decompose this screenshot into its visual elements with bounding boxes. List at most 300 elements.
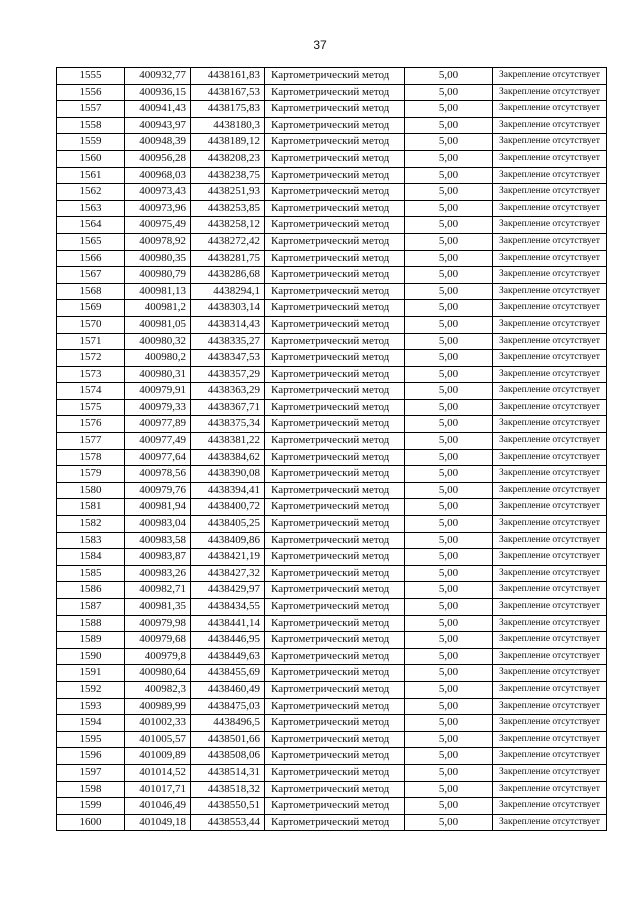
fixation-cell: Закрепление отсутствует — [493, 233, 607, 250]
point-number-cell: 1569 — [57, 300, 125, 317]
table-row — [57, 549, 607, 566]
x-coordinate-cell: 400932,77 — [125, 68, 191, 85]
point-number-cell: 1573 — [57, 366, 125, 383]
accuracy-cell: 5,00 — [405, 449, 493, 466]
accuracy-cell: 5,00 — [405, 184, 493, 201]
method-cell: Картометрический метод — [265, 84, 405, 101]
x-coordinate-cell: 400980,32 — [125, 333, 191, 350]
x-coordinate-cell: 400989,99 — [125, 698, 191, 715]
y-coordinate-cell: 4438427,32 — [191, 565, 265, 582]
accuracy-cell: 5,00 — [405, 167, 493, 184]
method-cell: Картометрический метод — [265, 731, 405, 748]
accuracy-cell: 5,00 — [405, 68, 493, 85]
point-number-cell: 1580 — [57, 482, 125, 499]
method-cell: Картометрический метод — [265, 167, 405, 184]
point-number-cell: 1567 — [57, 267, 125, 284]
coordinates-table — [56, 67, 607, 831]
y-coordinate-cell: 4438357,29 — [191, 366, 265, 383]
table-row — [57, 350, 607, 367]
y-coordinate-cell: 4438455,69 — [191, 665, 265, 682]
point-number-cell: 1594 — [57, 715, 125, 732]
accuracy-cell: 5,00 — [405, 283, 493, 300]
x-coordinate-cell: 400943,97 — [125, 117, 191, 134]
table-row — [57, 748, 607, 765]
table-row — [57, 101, 607, 118]
accuracy-cell: 5,00 — [405, 781, 493, 798]
point-number-cell: 1575 — [57, 399, 125, 416]
y-coordinate-cell: 4438446,95 — [191, 632, 265, 649]
point-number-cell: 1588 — [57, 615, 125, 632]
fixation-cell: Закрепление отсутствует — [493, 217, 607, 234]
x-coordinate-cell: 400980,31 — [125, 366, 191, 383]
accuracy-cell: 5,00 — [405, 399, 493, 416]
fixation-cell: Закрепление отсутствует — [493, 698, 607, 715]
point-number-cell: 1571 — [57, 333, 125, 350]
x-coordinate-cell: 400983,04 — [125, 516, 191, 533]
table-row — [57, 433, 607, 450]
method-cell: Картометрический метод — [265, 283, 405, 300]
y-coordinate-cell: 4438421,19 — [191, 549, 265, 566]
accuracy-cell: 5,00 — [405, 764, 493, 781]
accuracy-cell: 5,00 — [405, 366, 493, 383]
y-coordinate-cell: 4438251,93 — [191, 184, 265, 201]
point-number-cell: 1559 — [57, 134, 125, 151]
y-coordinate-cell: 4438367,71 — [191, 399, 265, 416]
fixation-cell: Закрепление отсутствует — [493, 316, 607, 333]
y-coordinate-cell: 4438460,49 — [191, 681, 265, 698]
fixation-cell: Закрепление отсутствует — [493, 748, 607, 765]
fixation-cell: Закрепление отсутствует — [493, 565, 607, 582]
point-number-cell: 1581 — [57, 499, 125, 516]
point-number-cell: 1570 — [57, 316, 125, 333]
fixation-cell: Закрепление отсутствует — [493, 300, 607, 317]
table-row — [57, 499, 607, 516]
y-coordinate-cell: 4438496,5 — [191, 715, 265, 732]
y-coordinate-cell: 4438238,75 — [191, 167, 265, 184]
fixation-cell: Закрепление отсутствует — [493, 681, 607, 698]
x-coordinate-cell: 400978,56 — [125, 466, 191, 483]
x-coordinate-cell: 401017,71 — [125, 781, 191, 798]
fixation-cell: Закрепление отсутствует — [493, 466, 607, 483]
fixation-cell: Закрепление отсутствует — [493, 399, 607, 416]
accuracy-cell: 5,00 — [405, 416, 493, 433]
y-coordinate-cell: 4438550,51 — [191, 798, 265, 815]
y-coordinate-cell: 4438449,63 — [191, 648, 265, 665]
table-row — [57, 267, 607, 284]
point-number-cell: 1592 — [57, 681, 125, 698]
accuracy-cell: 5,00 — [405, 300, 493, 317]
x-coordinate-cell: 400978,92 — [125, 233, 191, 250]
method-cell: Картометрический метод — [265, 333, 405, 350]
point-number-cell: 1590 — [57, 648, 125, 665]
table-row — [57, 134, 607, 151]
method-cell: Картометрический метод — [265, 350, 405, 367]
accuracy-cell: 5,00 — [405, 798, 493, 815]
method-cell: Картометрический метод — [265, 101, 405, 118]
method-cell: Картометрический метод — [265, 399, 405, 416]
y-coordinate-cell: 4438390,08 — [191, 466, 265, 483]
method-cell: Картометрический метод — [265, 366, 405, 383]
method-cell: Картометрический метод — [265, 383, 405, 400]
method-cell: Картометрический метод — [265, 184, 405, 201]
method-cell: Картометрический метод — [265, 233, 405, 250]
method-cell: Картометрический метод — [265, 449, 405, 466]
x-coordinate-cell: 400941,43 — [125, 101, 191, 118]
point-number-cell: 1565 — [57, 233, 125, 250]
y-coordinate-cell: 4438518,32 — [191, 781, 265, 798]
x-coordinate-cell: 401014,52 — [125, 764, 191, 781]
y-coordinate-cell: 4438429,97 — [191, 582, 265, 599]
y-coordinate-cell: 4438175,83 — [191, 101, 265, 118]
method-cell: Картометрический метод — [265, 565, 405, 582]
point-number-cell: 1556 — [57, 84, 125, 101]
x-coordinate-cell: 400981,94 — [125, 499, 191, 516]
accuracy-cell: 5,00 — [405, 84, 493, 101]
point-number-cell: 1558 — [57, 117, 125, 134]
page-number: 37 — [313, 38, 327, 52]
point-number-cell: 1572 — [57, 350, 125, 367]
method-cell: Картометрический метод — [265, 150, 405, 167]
x-coordinate-cell: 400979,68 — [125, 632, 191, 649]
method-cell: Картометрический метод — [265, 648, 405, 665]
x-coordinate-cell: 400973,43 — [125, 184, 191, 201]
point-number-cell: 1586 — [57, 582, 125, 599]
fixation-cell: Закрепление отсутствует — [493, 814, 607, 831]
accuracy-cell: 5,00 — [405, 233, 493, 250]
method-cell: Картометрический метод — [265, 582, 405, 599]
x-coordinate-cell: 400975,49 — [125, 217, 191, 234]
y-coordinate-cell: 4438394,41 — [191, 482, 265, 499]
fixation-cell: Закрепление отсутствует — [493, 366, 607, 383]
x-coordinate-cell: 400936,15 — [125, 84, 191, 101]
fixation-cell: Закрепление отсутствует — [493, 383, 607, 400]
point-number-cell: 1576 — [57, 416, 125, 433]
fixation-cell: Закрепление отсутствует — [493, 134, 607, 151]
fixation-cell: Закрепление отсутствует — [493, 416, 607, 433]
y-coordinate-cell: 4438294,1 — [191, 283, 265, 300]
x-coordinate-cell: 400979,91 — [125, 383, 191, 400]
accuracy-cell: 5,00 — [405, 814, 493, 831]
table-row — [57, 333, 607, 350]
fixation-cell: Закрепление отсутствует — [493, 715, 607, 732]
point-number-cell: 1600 — [57, 814, 125, 831]
method-cell: Картометрический метод — [265, 764, 405, 781]
y-coordinate-cell: 4438314,43 — [191, 316, 265, 333]
x-coordinate-cell: 400980,35 — [125, 250, 191, 267]
point-number-cell: 1568 — [57, 283, 125, 300]
table-row — [57, 117, 607, 134]
method-cell: Картометрический метод — [265, 814, 405, 831]
y-coordinate-cell: 4438272,42 — [191, 233, 265, 250]
fixation-cell: Закрепление отсутствует — [493, 731, 607, 748]
fixation-cell: Закрепление отсутствует — [493, 632, 607, 649]
x-coordinate-cell: 400980,64 — [125, 665, 191, 682]
point-number-cell: 1583 — [57, 532, 125, 549]
point-number-cell: 1566 — [57, 250, 125, 267]
point-number-cell: 1597 — [57, 764, 125, 781]
fixation-cell: Закрепление отсутствует — [493, 798, 607, 815]
table-row — [57, 68, 607, 85]
table-row — [57, 366, 607, 383]
x-coordinate-cell: 400979,33 — [125, 399, 191, 416]
x-coordinate-cell: 400977,49 — [125, 433, 191, 450]
method-cell: Картометрический метод — [265, 599, 405, 616]
table-row — [57, 482, 607, 499]
method-cell: Картометрический метод — [265, 549, 405, 566]
table-row — [57, 167, 607, 184]
y-coordinate-cell: 4438434,55 — [191, 599, 265, 616]
x-coordinate-cell: 400968,03 — [125, 167, 191, 184]
fixation-cell: Закрепление отсутствует — [493, 615, 607, 632]
method-cell: Картометрический метод — [265, 499, 405, 516]
x-coordinate-cell: 400956,28 — [125, 150, 191, 167]
fixation-cell: Закрепление отсутствует — [493, 184, 607, 201]
y-coordinate-cell: 4438501,66 — [191, 731, 265, 748]
y-coordinate-cell: 4438363,29 — [191, 383, 265, 400]
method-cell: Картометрический метод — [265, 615, 405, 632]
y-coordinate-cell: 4438475,03 — [191, 698, 265, 715]
y-coordinate-cell: 4438441,14 — [191, 615, 265, 632]
table-row — [57, 283, 607, 300]
fixation-cell: Закрепление отсутствует — [493, 648, 607, 665]
x-coordinate-cell: 401005,57 — [125, 731, 191, 748]
method-cell: Картометрический метод — [265, 681, 405, 698]
fixation-cell: Закрепление отсутствует — [493, 250, 607, 267]
accuracy-cell: 5,00 — [405, 200, 493, 217]
method-cell: Картометрический метод — [265, 250, 405, 267]
table-row — [57, 582, 607, 599]
y-coordinate-cell: 4438375,34 — [191, 416, 265, 433]
accuracy-cell: 5,00 — [405, 698, 493, 715]
accuracy-cell: 5,00 — [405, 648, 493, 665]
method-cell: Картометрический метод — [265, 482, 405, 499]
point-number-cell: 1577 — [57, 433, 125, 450]
table-row — [57, 798, 607, 815]
y-coordinate-cell: 4438508,06 — [191, 748, 265, 765]
table-row — [57, 316, 607, 333]
x-coordinate-cell: 400983,26 — [125, 565, 191, 582]
y-coordinate-cell: 4438161,83 — [191, 68, 265, 85]
table-row — [57, 383, 607, 400]
y-coordinate-cell: 4438347,53 — [191, 350, 265, 367]
x-coordinate-cell: 400979,8 — [125, 648, 191, 665]
fixation-cell: Закрепление отсутствует — [493, 350, 607, 367]
x-coordinate-cell: 400981,2 — [125, 300, 191, 317]
method-cell: Картометрический метод — [265, 516, 405, 533]
accuracy-cell: 5,00 — [405, 217, 493, 234]
accuracy-cell: 5,00 — [405, 250, 493, 267]
point-number-cell: 1555 — [57, 68, 125, 85]
x-coordinate-cell: 401049,18 — [125, 814, 191, 831]
fixation-cell: Закрепление отсутствует — [493, 516, 607, 533]
accuracy-cell: 5,00 — [405, 383, 493, 400]
table-body — [57, 68, 607, 831]
table-row — [57, 217, 607, 234]
y-coordinate-cell: 4438167,53 — [191, 84, 265, 101]
y-coordinate-cell: 4438303,14 — [191, 300, 265, 317]
table-row — [57, 648, 607, 665]
method-cell: Картометрический метод — [265, 134, 405, 151]
fixation-cell: Закрепление отсутствует — [493, 150, 607, 167]
x-coordinate-cell: 401046,49 — [125, 798, 191, 815]
method-cell: Картометрический метод — [265, 715, 405, 732]
x-coordinate-cell: 400973,96 — [125, 200, 191, 217]
accuracy-cell: 5,00 — [405, 615, 493, 632]
point-number-cell: 1596 — [57, 748, 125, 765]
x-coordinate-cell: 401009,89 — [125, 748, 191, 765]
table-row — [57, 781, 607, 798]
x-coordinate-cell: 400982,71 — [125, 582, 191, 599]
y-coordinate-cell: 4438335,27 — [191, 333, 265, 350]
y-coordinate-cell: 4438189,12 — [191, 134, 265, 151]
x-coordinate-cell: 400980,79 — [125, 267, 191, 284]
point-number-cell: 1574 — [57, 383, 125, 400]
point-number-cell: 1598 — [57, 781, 125, 798]
table-row — [57, 184, 607, 201]
table-row — [57, 565, 607, 582]
fixation-cell: Закрепление отсутствует — [493, 267, 607, 284]
point-number-cell: 1593 — [57, 698, 125, 715]
fixation-cell: Закрепление отсутствует — [493, 167, 607, 184]
accuracy-cell: 5,00 — [405, 466, 493, 483]
y-coordinate-cell: 4438553,44 — [191, 814, 265, 831]
accuracy-cell: 5,00 — [405, 549, 493, 566]
method-cell: Картометрический метод — [265, 267, 405, 284]
fixation-cell: Закрепление отсутствует — [493, 68, 607, 85]
accuracy-cell: 5,00 — [405, 565, 493, 582]
table-row — [57, 715, 607, 732]
table-row — [57, 150, 607, 167]
y-coordinate-cell: 4438381,22 — [191, 433, 265, 450]
fixation-cell: Закрепление отсутствует — [493, 482, 607, 499]
x-coordinate-cell: 400979,98 — [125, 615, 191, 632]
fixation-cell: Закрепление отсутствует — [493, 84, 607, 101]
accuracy-cell: 5,00 — [405, 599, 493, 616]
point-number-cell: 1578 — [57, 449, 125, 466]
fixation-cell: Закрепление отсутствует — [493, 333, 607, 350]
accuracy-cell: 5,00 — [405, 433, 493, 450]
accuracy-cell: 5,00 — [405, 532, 493, 549]
fixation-cell: Закрепление отсутствует — [493, 101, 607, 118]
accuracy-cell: 5,00 — [405, 681, 493, 698]
fixation-cell: Закрепление отсутствует — [493, 549, 607, 566]
method-cell: Картометрический метод — [265, 217, 405, 234]
table-row — [57, 300, 607, 317]
fixation-cell: Закрепление отсутствует — [493, 764, 607, 781]
y-coordinate-cell: 4438286,68 — [191, 267, 265, 284]
point-number-cell: 1591 — [57, 665, 125, 682]
table-row — [57, 399, 607, 416]
accuracy-cell: 5,00 — [405, 117, 493, 134]
method-cell: Картометрический метод — [265, 698, 405, 715]
point-number-cell: 1582 — [57, 516, 125, 533]
table-row — [57, 233, 607, 250]
point-number-cell: 1563 — [57, 200, 125, 217]
method-cell: Картометрический метод — [265, 117, 405, 134]
y-coordinate-cell: 4438400,72 — [191, 499, 265, 516]
point-number-cell: 1562 — [57, 184, 125, 201]
y-coordinate-cell: 4438253,85 — [191, 200, 265, 217]
point-number-cell: 1589 — [57, 632, 125, 649]
method-cell: Картометрический метод — [265, 748, 405, 765]
point-number-cell: 1579 — [57, 466, 125, 483]
y-coordinate-cell: 4438258,12 — [191, 217, 265, 234]
table-row — [57, 599, 607, 616]
point-number-cell: 1585 — [57, 565, 125, 582]
fixation-cell: Закрепление отсутствует — [493, 449, 607, 466]
accuracy-cell: 5,00 — [405, 267, 493, 284]
accuracy-cell: 5,00 — [405, 516, 493, 533]
table-row — [57, 615, 607, 632]
accuracy-cell: 5,00 — [405, 134, 493, 151]
accuracy-cell: 5,00 — [405, 731, 493, 748]
accuracy-cell: 5,00 — [405, 715, 493, 732]
method-cell: Картометрический метод — [265, 798, 405, 815]
table-row — [57, 250, 607, 267]
method-cell: Картометрический метод — [265, 781, 405, 798]
x-coordinate-cell: 400981,35 — [125, 599, 191, 616]
fixation-cell: Закрепление отсутствует — [493, 582, 607, 599]
table-row — [57, 731, 607, 748]
table-row — [57, 814, 607, 831]
method-cell: Картометрический метод — [265, 466, 405, 483]
table-row — [57, 632, 607, 649]
method-cell: Картометрический метод — [265, 300, 405, 317]
x-coordinate-cell: 400980,2 — [125, 350, 191, 367]
fixation-cell: Закрепление отсутствует — [493, 433, 607, 450]
point-number-cell: 1599 — [57, 798, 125, 815]
method-cell: Картометрический метод — [265, 68, 405, 85]
y-coordinate-cell: 4438208,23 — [191, 150, 265, 167]
table-row — [57, 698, 607, 715]
point-number-cell: 1595 — [57, 731, 125, 748]
point-number-cell: 1564 — [57, 217, 125, 234]
accuracy-cell: 5,00 — [405, 101, 493, 118]
x-coordinate-cell: 400983,58 — [125, 532, 191, 549]
accuracy-cell: 5,00 — [405, 582, 493, 599]
table-row — [57, 532, 607, 549]
accuracy-cell: 5,00 — [405, 499, 493, 516]
y-coordinate-cell: 4438405,25 — [191, 516, 265, 533]
x-coordinate-cell: 400981,05 — [125, 316, 191, 333]
table-row — [57, 665, 607, 682]
y-coordinate-cell: 4438514,31 — [191, 764, 265, 781]
method-cell: Картометрический метод — [265, 532, 405, 549]
fixation-cell: Закрепление отсутствует — [493, 665, 607, 682]
table-row — [57, 681, 607, 698]
x-coordinate-cell: 400948,39 — [125, 134, 191, 151]
x-coordinate-cell: 400977,89 — [125, 416, 191, 433]
accuracy-cell: 5,00 — [405, 333, 493, 350]
fixation-cell: Закрепление отсутствует — [493, 499, 607, 516]
y-coordinate-cell: 4438384,62 — [191, 449, 265, 466]
accuracy-cell: 5,00 — [405, 748, 493, 765]
x-coordinate-cell: 400983,87 — [125, 549, 191, 566]
y-coordinate-cell: 4438180,3 — [191, 117, 265, 134]
method-cell: Картометрический метод — [265, 665, 405, 682]
point-number-cell: 1557 — [57, 101, 125, 118]
fixation-cell: Закрепление отсутствует — [493, 283, 607, 300]
point-number-cell: 1587 — [57, 599, 125, 616]
x-coordinate-cell: 401002,33 — [125, 715, 191, 732]
fixation-cell: Закрепление отсутствует — [493, 781, 607, 798]
x-coordinate-cell: 400982,3 — [125, 681, 191, 698]
fixation-cell: Закрепление отсутствует — [493, 117, 607, 134]
fixation-cell: Закрепление отсутствует — [493, 200, 607, 217]
table-row — [57, 466, 607, 483]
point-number-cell: 1584 — [57, 549, 125, 566]
x-coordinate-cell: 400981,13 — [125, 283, 191, 300]
